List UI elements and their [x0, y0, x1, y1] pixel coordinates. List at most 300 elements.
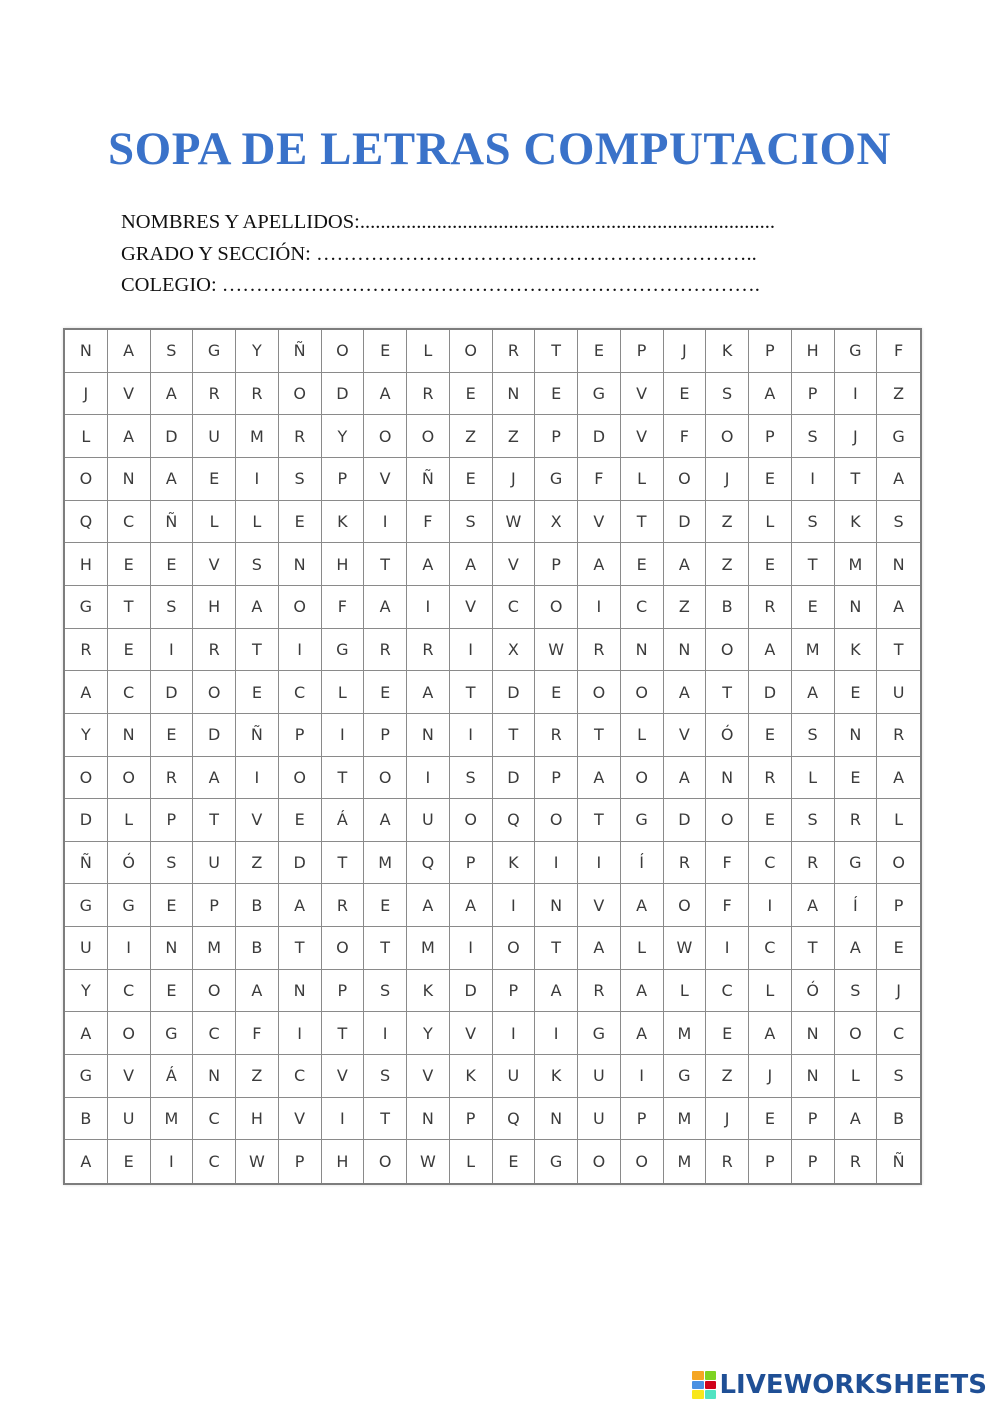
- grid-cell[interactable]: P: [493, 970, 536, 1013]
- grid-cell[interactable]: E: [535, 373, 578, 416]
- grade-field-line[interactable]: GRADO Y SECCIÓN: ………………………………………………………..: [121, 242, 757, 265]
- grid-cell[interactable]: H: [322, 543, 365, 586]
- grid-cell[interactable]: M: [193, 927, 236, 970]
- grid-cell[interactable]: L: [621, 714, 664, 757]
- grid-cell[interactable]: G: [535, 458, 578, 501]
- grid-cell[interactable]: F: [664, 415, 707, 458]
- grid-cell[interactable]: E: [792, 586, 835, 629]
- grid-cell[interactable]: I: [450, 927, 493, 970]
- grid-cell[interactable]: A: [578, 757, 621, 800]
- grid-cell[interactable]: F: [877, 330, 920, 373]
- grid-cell[interactable]: S: [792, 714, 835, 757]
- grid-cell[interactable]: Z: [706, 1055, 749, 1098]
- grid-cell[interactable]: Ó: [108, 842, 151, 885]
- grid-cell[interactable]: Ñ: [279, 330, 322, 373]
- grid-cell[interactable]: E: [835, 671, 878, 714]
- grid-cell[interactable]: K: [322, 501, 365, 544]
- grid-cell[interactable]: S: [364, 1055, 407, 1098]
- grid-cell[interactable]: U: [193, 415, 236, 458]
- grid-cell[interactable]: I: [535, 1012, 578, 1055]
- grid-cell[interactable]: E: [364, 330, 407, 373]
- grid-cell[interactable]: O: [108, 1012, 151, 1055]
- grid-cell[interactable]: F: [706, 842, 749, 885]
- grid-cell[interactable]: N: [493, 373, 536, 416]
- grid-cell[interactable]: A: [65, 1012, 108, 1055]
- grid-cell[interactable]: L: [236, 501, 279, 544]
- grid-cell[interactable]: G: [578, 1012, 621, 1055]
- grid-cell[interactable]: Z: [236, 842, 279, 885]
- grid-cell[interactable]: Z: [706, 501, 749, 544]
- grid-cell[interactable]: T: [578, 799, 621, 842]
- grid-cell[interactable]: W: [664, 927, 707, 970]
- grid-cell[interactable]: K: [493, 842, 536, 885]
- grid-cell[interactable]: L: [450, 1140, 493, 1183]
- grid-cell[interactable]: O: [535, 799, 578, 842]
- grid-cell[interactable]: L: [749, 970, 792, 1013]
- grid-cell[interactable]: E: [279, 799, 322, 842]
- grid-cell[interactable]: D: [450, 970, 493, 1013]
- grid-cell[interactable]: R: [407, 373, 450, 416]
- grid-cell[interactable]: M: [364, 842, 407, 885]
- grid-cell[interactable]: O: [493, 927, 536, 970]
- grid-cell[interactable]: O: [835, 1012, 878, 1055]
- grid-cell[interactable]: K: [407, 970, 450, 1013]
- grid-cell[interactable]: C: [706, 970, 749, 1013]
- grid-cell[interactable]: K: [706, 330, 749, 373]
- grid-cell[interactable]: B: [877, 1098, 920, 1141]
- grid-cell[interactable]: Z: [706, 543, 749, 586]
- grid-cell[interactable]: R: [65, 629, 108, 672]
- grid-cell[interactable]: D: [493, 671, 536, 714]
- grid-cell[interactable]: F: [407, 501, 450, 544]
- grid-cell[interactable]: O: [364, 1140, 407, 1183]
- grid-cell[interactable]: R: [835, 799, 878, 842]
- grid-cell[interactable]: D: [151, 415, 194, 458]
- grid-cell[interactable]: X: [535, 501, 578, 544]
- grid-cell[interactable]: T: [792, 927, 835, 970]
- grid-cell[interactable]: A: [65, 671, 108, 714]
- grid-cell[interactable]: S: [364, 970, 407, 1013]
- grid-cell[interactable]: I: [151, 629, 194, 672]
- grid-cell[interactable]: T: [450, 671, 493, 714]
- grid-cell[interactable]: Ñ: [65, 842, 108, 885]
- grid-cell[interactable]: K: [835, 629, 878, 672]
- grid-cell[interactable]: Y: [236, 330, 279, 373]
- grid-cell[interactable]: B: [236, 927, 279, 970]
- grid-cell[interactable]: L: [407, 330, 450, 373]
- grid-cell[interactable]: I: [578, 842, 621, 885]
- grid-cell[interactable]: J: [65, 373, 108, 416]
- grid-cell[interactable]: L: [877, 799, 920, 842]
- grid-cell[interactable]: E: [535, 671, 578, 714]
- grid-cell[interactable]: P: [322, 458, 365, 501]
- grid-cell[interactable]: T: [279, 927, 322, 970]
- grid-cell[interactable]: O: [578, 1140, 621, 1183]
- grid-cell[interactable]: N: [792, 1055, 835, 1098]
- grid-cell[interactable]: P: [535, 543, 578, 586]
- grid-cell[interactable]: D: [578, 415, 621, 458]
- grid-cell[interactable]: V: [450, 1012, 493, 1055]
- grid-cell[interactable]: O: [450, 799, 493, 842]
- grid-cell[interactable]: E: [664, 373, 707, 416]
- grid-cell[interactable]: V: [108, 1055, 151, 1098]
- grid-cell[interactable]: H: [322, 1140, 365, 1183]
- grid-cell[interactable]: O: [664, 884, 707, 927]
- grid-cell[interactable]: V: [621, 373, 664, 416]
- grid-cell[interactable]: F: [236, 1012, 279, 1055]
- grid-cell[interactable]: I: [450, 629, 493, 672]
- grid-cell[interactable]: T: [236, 629, 279, 672]
- grid-cell[interactable]: A: [236, 970, 279, 1013]
- grid-cell[interactable]: H: [236, 1098, 279, 1141]
- grid-cell[interactable]: V: [407, 1055, 450, 1098]
- grid-cell[interactable]: A: [621, 884, 664, 927]
- grid-cell[interactable]: V: [364, 458, 407, 501]
- grid-cell[interactable]: Z: [664, 586, 707, 629]
- grid-cell[interactable]: S: [835, 970, 878, 1013]
- grid-cell[interactable]: R: [835, 1140, 878, 1183]
- grid-cell[interactable]: T: [193, 799, 236, 842]
- grid-cell[interactable]: S: [792, 501, 835, 544]
- grid-cell[interactable]: P: [322, 970, 365, 1013]
- grid-cell[interactable]: T: [792, 543, 835, 586]
- grid-cell[interactable]: L: [193, 501, 236, 544]
- grid-cell[interactable]: Ó: [792, 970, 835, 1013]
- grid-cell[interactable]: R: [279, 415, 322, 458]
- grid-cell[interactable]: R: [877, 714, 920, 757]
- grid-cell[interactable]: S: [877, 501, 920, 544]
- grid-cell[interactable]: A: [749, 629, 792, 672]
- grid-cell[interactable]: E: [749, 543, 792, 586]
- grid-cell[interactable]: E: [151, 884, 194, 927]
- grid-cell[interactable]: L: [835, 1055, 878, 1098]
- grid-cell[interactable]: Q: [407, 842, 450, 885]
- grid-cell[interactable]: A: [236, 586, 279, 629]
- grid-cell[interactable]: C: [193, 1012, 236, 1055]
- grid-cell[interactable]: I: [322, 1098, 365, 1141]
- grid-cell[interactable]: Y: [65, 970, 108, 1013]
- grid-cell[interactable]: S: [792, 415, 835, 458]
- grid-cell[interactable]: W: [535, 629, 578, 672]
- grid-cell[interactable]: R: [193, 629, 236, 672]
- grid-cell[interactable]: Ñ: [236, 714, 279, 757]
- grid-cell[interactable]: Z: [877, 373, 920, 416]
- grid-cell[interactable]: V: [621, 415, 664, 458]
- grid-cell[interactable]: Ñ: [151, 501, 194, 544]
- grid-cell[interactable]: A: [749, 373, 792, 416]
- grid-cell[interactable]: T: [578, 714, 621, 757]
- grid-cell[interactable]: C: [108, 970, 151, 1013]
- grid-cell[interactable]: M: [664, 1098, 707, 1141]
- grid-cell[interactable]: Q: [493, 799, 536, 842]
- grid-cell[interactable]: E: [151, 714, 194, 757]
- grid-cell[interactable]: O: [193, 970, 236, 1013]
- grid-cell[interactable]: V: [193, 543, 236, 586]
- grid-cell[interactable]: O: [279, 586, 322, 629]
- grid-cell[interactable]: S: [151, 586, 194, 629]
- grid-cell[interactable]: K: [835, 501, 878, 544]
- grid-cell[interactable]: I: [151, 1140, 194, 1183]
- grid-cell[interactable]: G: [578, 373, 621, 416]
- grid-cell[interactable]: P: [450, 1098, 493, 1141]
- grid-cell[interactable]: I: [535, 842, 578, 885]
- school-field-line[interactable]: COLEGIO: …………………………………………………………………….: [121, 274, 760, 296]
- grid-cell[interactable]: E: [749, 799, 792, 842]
- grid-cell[interactable]: D: [151, 671, 194, 714]
- grid-cell[interactable]: A: [279, 884, 322, 927]
- grid-cell[interactable]: I: [108, 927, 151, 970]
- grid-cell[interactable]: L: [792, 757, 835, 800]
- grid-cell[interactable]: Q: [493, 1098, 536, 1141]
- grid-cell[interactable]: S: [450, 501, 493, 544]
- grid-cell[interactable]: E: [450, 373, 493, 416]
- grid-cell[interactable]: O: [65, 757, 108, 800]
- grid-cell[interactable]: A: [407, 543, 450, 586]
- grid-cell[interactable]: T: [493, 714, 536, 757]
- grid-cell[interactable]: N: [108, 458, 151, 501]
- grid-cell[interactable]: B: [706, 586, 749, 629]
- grid-cell[interactable]: G: [535, 1140, 578, 1183]
- grid-cell[interactable]: A: [535, 970, 578, 1013]
- grid-cell[interactable]: I: [322, 714, 365, 757]
- grid-cell[interactable]: O: [621, 1140, 664, 1183]
- grid-cell[interactable]: T: [322, 757, 365, 800]
- grid-cell[interactable]: G: [877, 415, 920, 458]
- grid-cell[interactable]: V: [450, 586, 493, 629]
- grid-cell[interactable]: A: [151, 373, 194, 416]
- grid-cell[interactable]: Ñ: [892, 1152, 905, 1172]
- grid-cell[interactable]: O: [279, 373, 322, 416]
- grid-cell[interactable]: F: [706, 884, 749, 927]
- grid-cell[interactable]: N: [65, 330, 108, 373]
- grid-cell[interactable]: P: [450, 842, 493, 885]
- grid-cell[interactable]: A: [664, 671, 707, 714]
- grid-cell[interactable]: N: [877, 543, 920, 586]
- grid-cell[interactable]: F: [322, 586, 365, 629]
- grid-cell[interactable]: E: [749, 1098, 792, 1141]
- grid-cell[interactable]: N: [706, 757, 749, 800]
- grid-cell[interactable]: D: [65, 799, 108, 842]
- grid-cell[interactable]: I: [493, 1012, 536, 1055]
- grid-cell[interactable]: U: [108, 1098, 151, 1141]
- grid-cell[interactable]: C: [493, 586, 536, 629]
- grid-cell[interactable]: L: [749, 501, 792, 544]
- grid-cell[interactable]: P: [535, 757, 578, 800]
- grid-cell[interactable]: E: [279, 501, 322, 544]
- grid-cell[interactable]: H: [193, 586, 236, 629]
- grid-cell[interactable]: S: [151, 330, 194, 373]
- grid-cell[interactable]: E: [621, 543, 664, 586]
- grid-cell[interactable]: E: [193, 458, 236, 501]
- grid-cell[interactable]: I: [706, 927, 749, 970]
- grid-cell[interactable]: I: [279, 1012, 322, 1055]
- grid-cell[interactable]: G: [65, 884, 108, 927]
- grid-cell[interactable]: E: [108, 629, 151, 672]
- grid-cell[interactable]: G: [322, 629, 365, 672]
- grid-cell[interactable]: I: [364, 501, 407, 544]
- grid-cell[interactable]: D: [193, 714, 236, 757]
- grid-cell[interactable]: V: [578, 501, 621, 544]
- grid-cell[interactable]: E: [364, 884, 407, 927]
- grid-cell[interactable]: M: [792, 629, 835, 672]
- grid-cell[interactable]: L: [621, 458, 664, 501]
- grid-cell[interactable]: K: [535, 1055, 578, 1098]
- grid-cell[interactable]: P: [792, 1098, 835, 1141]
- grid-cell[interactable]: P: [792, 1140, 835, 1183]
- grid-cell[interactable]: R: [364, 629, 407, 672]
- grid-cell[interactable]: P: [193, 884, 236, 927]
- grid-cell[interactable]: T: [535, 927, 578, 970]
- grid-cell[interactable]: A: [193, 757, 236, 800]
- grid-cell[interactable]: E: [450, 458, 493, 501]
- grid-cell[interactable]: Í: [835, 884, 878, 927]
- grid-cell[interactable]: L: [322, 671, 365, 714]
- grid-cell[interactable]: H: [792, 330, 835, 373]
- grid-cell[interactable]: S: [151, 842, 194, 885]
- grid-cell[interactable]: A: [108, 330, 151, 373]
- grid-cell[interactable]: I: [236, 757, 279, 800]
- grid-cell[interactable]: W: [493, 501, 536, 544]
- grid-cell[interactable]: P: [877, 884, 920, 927]
- grid-cell[interactable]: A: [108, 415, 151, 458]
- grid-cell[interactable]: O: [706, 799, 749, 842]
- grid-cell[interactable]: O: [450, 330, 493, 373]
- grid-cell[interactable]: X: [493, 629, 536, 672]
- grid-cell[interactable]: P: [749, 415, 792, 458]
- grid-cell[interactable]: V: [578, 884, 621, 927]
- grid-cell[interactable]: U: [578, 1098, 621, 1141]
- grid-cell[interactable]: T: [835, 458, 878, 501]
- grid-cell[interactable]: L: [108, 799, 151, 842]
- grid-cell[interactable]: A: [621, 970, 664, 1013]
- grid-cell[interactable]: R: [578, 970, 621, 1013]
- grid-cell[interactable]: Á: [322, 799, 365, 842]
- grid-cell[interactable]: T: [108, 586, 151, 629]
- grid-cell[interactable]: M: [664, 1012, 707, 1055]
- grid-cell[interactable]: C: [877, 1012, 920, 1055]
- grid-cell[interactable]: P: [792, 373, 835, 416]
- grid-cell[interactable]: O: [535, 586, 578, 629]
- grid-cell[interactable]: O: [364, 757, 407, 800]
- grid-cell[interactable]: J: [664, 330, 707, 373]
- grid-cell[interactable]: H: [65, 543, 108, 586]
- grid-cell[interactable]: P: [749, 1140, 792, 1183]
- grid-cell[interactable]: O: [322, 927, 365, 970]
- grid-cell[interactable]: P: [364, 714, 407, 757]
- grid-cell[interactable]: A: [450, 543, 493, 586]
- grid-cell[interactable]: A: [835, 1098, 878, 1141]
- grid-cell[interactable]: E: [151, 543, 194, 586]
- grid-cell[interactable]: C: [193, 1140, 236, 1183]
- grid-cell[interactable]: C: [279, 1055, 322, 1098]
- grid-cell[interactable]: O: [364, 415, 407, 458]
- grid-cell[interactable]: P: [749, 330, 792, 373]
- grid-cell[interactable]: M: [664, 1140, 707, 1183]
- grid-cell[interactable]: N: [664, 629, 707, 672]
- grid-cell[interactable]: T: [322, 1012, 365, 1055]
- grid-cell[interactable]: O: [279, 757, 322, 800]
- grid-cell[interactable]: A: [407, 671, 450, 714]
- grid-cell[interactable]: R: [792, 842, 835, 885]
- grid-cell[interactable]: O: [706, 629, 749, 672]
- grid-cell[interactable]: A: [792, 884, 835, 927]
- grid-cell[interactable]: G: [193, 330, 236, 373]
- grid-cell[interactable]: N: [108, 714, 151, 757]
- grid-cell[interactable]: T: [322, 842, 365, 885]
- grid-cell[interactable]: R: [407, 629, 450, 672]
- grid-cell[interactable]: V: [664, 714, 707, 757]
- grid-cell[interactable]: L: [621, 927, 664, 970]
- grid-cell[interactable]: R: [578, 629, 621, 672]
- grid-cell[interactable]: P: [279, 714, 322, 757]
- grid-cell[interactable]: A: [664, 757, 707, 800]
- grid-cell[interactable]: U: [193, 842, 236, 885]
- grid-cell[interactable]: D: [493, 757, 536, 800]
- grid-cell[interactable]: U: [578, 1055, 621, 1098]
- grid-cell[interactable]: O: [877, 842, 920, 885]
- grid-cell[interactable]: Z: [450, 415, 493, 458]
- grid-cell[interactable]: S: [236, 543, 279, 586]
- grid-cell[interactable]: T: [706, 671, 749, 714]
- grid-cell[interactable]: A: [792, 671, 835, 714]
- grid-cell[interactable]: I: [407, 586, 450, 629]
- grid-cell[interactable]: A: [578, 927, 621, 970]
- grid-cell[interactable]: S: [877, 1055, 920, 1098]
- grid-cell[interactable]: O: [621, 757, 664, 800]
- grid-cell[interactable]: A: [835, 927, 878, 970]
- grid-cell[interactable]: I: [792, 458, 835, 501]
- grid-cell[interactable]: L: [664, 970, 707, 1013]
- grid-cell[interactable]: A: [578, 543, 621, 586]
- grid-cell[interactable]: Z: [236, 1055, 279, 1098]
- grid-cell[interactable]: F: [578, 458, 621, 501]
- grid-cell[interactable]: O: [407, 415, 450, 458]
- grid-cell[interactable]: R: [236, 373, 279, 416]
- grid-cell[interactable]: R: [322, 884, 365, 927]
- grid-cell[interactable]: Q: [65, 501, 108, 544]
- grid-cell[interactable]: R: [535, 714, 578, 757]
- grid-cell[interactable]: I: [835, 373, 878, 416]
- grid-cell[interactable]: W: [407, 1140, 450, 1183]
- grid-cell[interactable]: D: [322, 373, 365, 416]
- grid-cell[interactable]: P: [279, 1140, 322, 1183]
- grid-cell[interactable]: E: [236, 671, 279, 714]
- grid-cell[interactable]: R: [749, 586, 792, 629]
- grid-cell[interactable]: O: [108, 757, 151, 800]
- grid-cell[interactable]: V: [322, 1055, 365, 1098]
- grid-cell[interactable]: G: [65, 586, 108, 629]
- grid-cell[interactable]: N: [792, 1012, 835, 1055]
- grid-cell[interactable]: P: [151, 799, 194, 842]
- grid-cell[interactable]: V: [493, 543, 536, 586]
- grid-cell[interactable]: I: [749, 884, 792, 927]
- grid-cell[interactable]: E: [108, 1140, 151, 1183]
- grid-cell[interactable]: E: [749, 714, 792, 757]
- grid-cell[interactable]: R: [664, 842, 707, 885]
- grid-cell[interactable]: W: [236, 1140, 279, 1183]
- grid-cell[interactable]: R: [193, 373, 236, 416]
- grid-cell[interactable]: M: [236, 415, 279, 458]
- grid-cell[interactable]: E: [364, 671, 407, 714]
- grid-cell[interactable]: J: [706, 1098, 749, 1141]
- grid-cell[interactable]: D: [279, 842, 322, 885]
- grid-cell[interactable]: G: [835, 330, 878, 373]
- grid-cell[interactable]: V: [279, 1098, 322, 1141]
- grid-cell[interactable]: Y: [322, 415, 365, 458]
- grid-cell[interactable]: G: [65, 1055, 108, 1098]
- grid-cell[interactable]: G: [151, 1012, 194, 1055]
- grid-cell[interactable]: A: [65, 1140, 108, 1183]
